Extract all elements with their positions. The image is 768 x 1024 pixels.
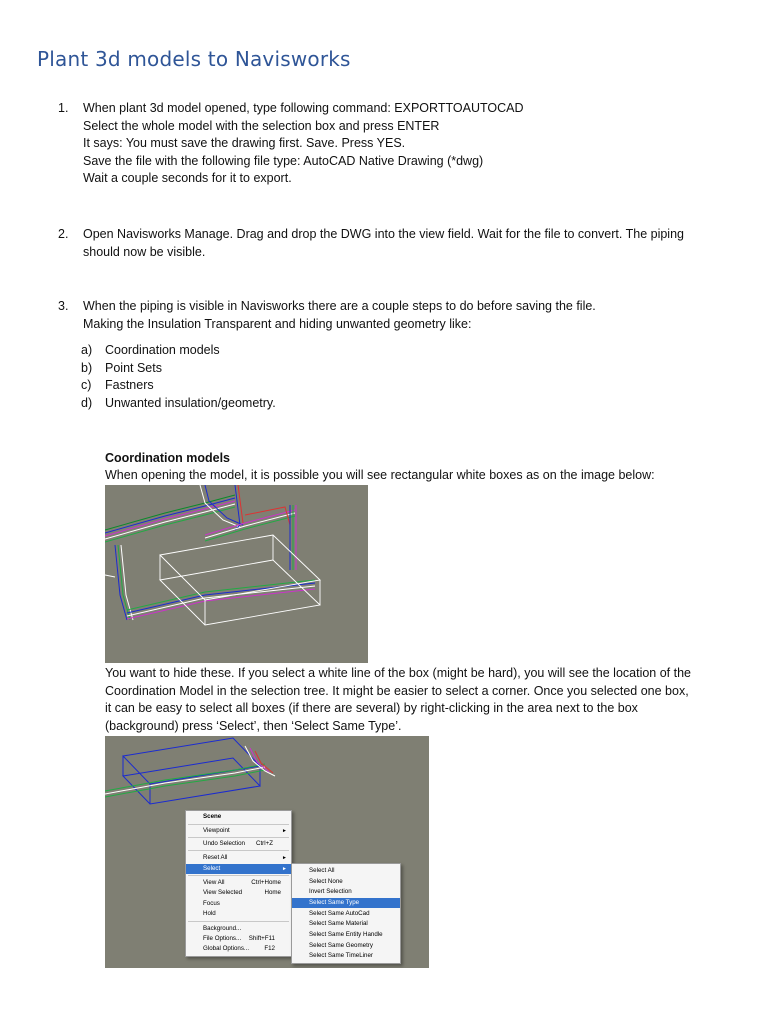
step-line: When the piping is visible in Navisworks there are a couple steps to do before saving the file. <box>83 299 596 313</box>
paragraph-line: You want to hide these. If you select a white line of the box (might be hard), you will see the location of the <box>105 666 691 680</box>
page-title: Plant 3d models to Navisworks <box>37 47 351 71</box>
submenu-item-select-same-autocad[interactable]: Select Same AutoCad <box>309 910 370 917</box>
menu-item-file-options[interactable]: File Options... Shift+F11 <box>203 935 275 942</box>
submenu-item-select-same-geometry[interactable]: Select Same Geometry <box>309 942 373 949</box>
submenu-item-invert-selection[interactable]: Invert Selection <box>309 888 352 895</box>
context-menu <box>185 810 292 957</box>
submenu-item-select-same-type[interactable]: Select Same Type <box>292 898 400 908</box>
coordination-box-screenshot <box>105 485 368 663</box>
step-line: Save the file with the following file type: AutoCAD Native Drawing (*dwg) <box>83 153 484 168</box>
step-line: Wait a couple seconds for it to export. <box>83 171 292 186</box>
step-line: Open Navisworks Manage. Drag and drop the DWG into the view field. Wait for the file to convert. The piping <box>83 227 684 241</box>
instruction-paragraph <box>105 665 691 735</box>
menu-item-viewpoint[interactable]: Viewpoint ► <box>203 827 287 834</box>
step-number: 1. <box>58 101 69 115</box>
menu-item-background[interactable]: Background... <box>203 925 242 932</box>
step-line: It says: You must save the drawing first. Save. Press YES. <box>83 136 406 151</box>
submenu-item-select-same-material[interactable]: Select Same Material <box>309 920 368 927</box>
step-line: should now be visible. <box>83 244 206 259</box>
paragraph-line: Coordination Model in the selection tree. It might be easier to select a corner. Once you selected one box, <box>105 683 689 698</box>
step-number: 3. <box>58 299 69 313</box>
menu-item-focus[interactable]: Focus <box>203 900 220 907</box>
menu-item-hold[interactable]: Hold <box>203 910 216 917</box>
step-number: 2. <box>58 227 69 241</box>
submenu-item-select-same-entity-handle[interactable]: Select Same Entity Handle <box>309 931 383 938</box>
menu-item-undo-selection[interactable]: Undo Selection Ctrl+Z <box>203 840 273 847</box>
submenu-item-select-same-timeliner[interactable]: Select Same TimeLiner <box>309 952 373 959</box>
menu-item-reset-all[interactable]: Reset All ► <box>203 854 287 861</box>
menu-item-select[interactable]: Select ► <box>186 864 291 874</box>
paragraph-line: (background) press ‘Select’, then ‘Select Same Type’. <box>105 718 402 733</box>
menu-item-view-all[interactable]: View All Ctrl+Home <box>203 879 281 886</box>
step-line: Making the Insulation Transparent and hiding unwanted geometry like: <box>83 316 472 331</box>
step-line: Select the whole model with the selection box and press ENTER <box>83 118 440 133</box>
menu-header: Scene <box>203 813 222 820</box>
menu-item-view-selected[interactable]: View Selected Home <box>203 889 281 896</box>
submenu-item-select-none[interactable]: Select None <box>309 878 343 885</box>
submenu-item-select-all[interactable]: Select All <box>309 867 335 874</box>
step-line: When plant 3d model opened, type following command: EXPORTTOAUTOCAD <box>83 101 524 115</box>
paragraph-line: it can be easy to select all boxes (if there are several) by right-clicking in the area next to the box <box>105 701 638 716</box>
select-submenu <box>291 863 401 964</box>
section-heading: Coordination models <box>105 451 230 465</box>
section-intro: When opening the model, it is possible you will see rectangular white boxes as on the image below: <box>105 468 655 482</box>
menu-item-global-options[interactable]: Global Options... F12 <box>203 945 275 952</box>
context-menu-screenshot <box>105 736 429 968</box>
